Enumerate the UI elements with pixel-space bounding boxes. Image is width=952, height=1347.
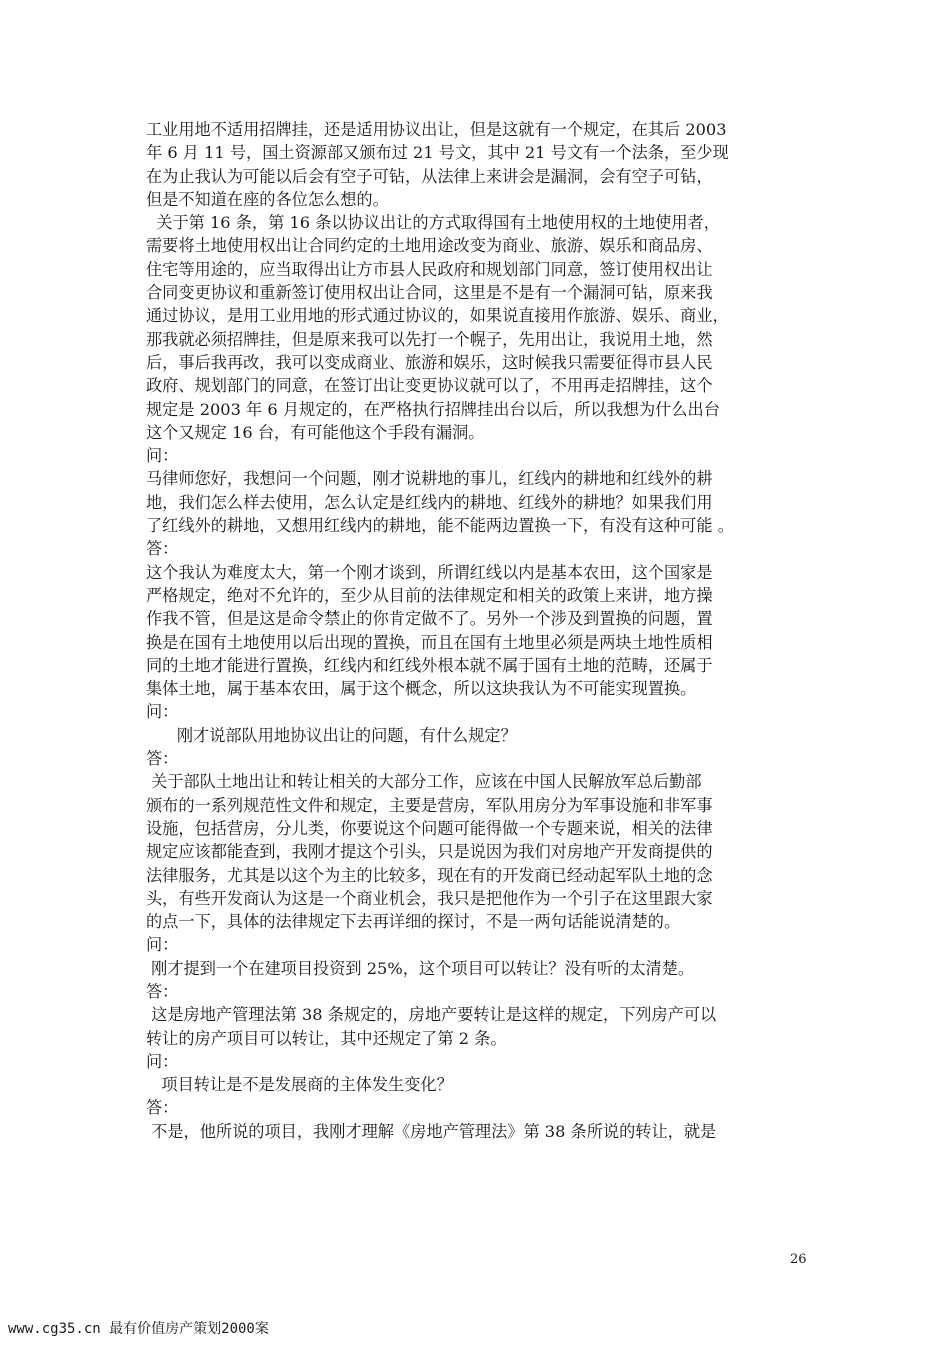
text-line: 马律师您好，我想问一个问题，刚才说耕地的事儿，红线内的耕地和红线外的耕 [146, 469, 713, 489]
text-line: 问： [146, 1051, 179, 1071]
text-line: 住宅等用途的，应当取得出让方市县人民政府和规划部门同意，签订使用权出让 [146, 259, 713, 279]
text-line: 这个又规定 16 台，有可能他这个手段有漏洞。 [146, 422, 485, 442]
text-line: 集体土地，属于基本农田，属于这个概念，所以这块我认为不可能实现置换。 [146, 679, 697, 699]
text-line: 头，有些开发商认为这是一个商业机会，我只是把他作为一个引子在这里跟大家 [146, 888, 713, 908]
text-line: 这个我认为难度太大，第一个刚才谈到，所谓红线以内是基本农田，这个国家是 [146, 562, 713, 582]
text-line: 刚才提到一个在建项目投资到 25%，这个项目可以转让？没有听的太清楚。 [146, 958, 695, 978]
footer-watermark: www.cg35.cn 最有价值房产策划2000案 [8, 1321, 269, 1337]
text-line: 年 6 月 11 号，国土资源部又颁布过 21 号文，其中 21 号文有一个法条，至少现 [146, 143, 729, 163]
text-line: 的点一下，具体的法律规定下去再详细的探讨，不是一两句话能说清楚的。 [146, 912, 681, 932]
text-line: 问： [146, 702, 179, 722]
text-line: 颁布的一系列规范性文件和规定，主要是营房，军队用房分为军事设施和非军事 [146, 795, 713, 815]
text-line: 严格规定，绝对不允许的，至少从目前的法律规定和相关的政策上来讲，地方操 [146, 585, 713, 605]
text-line: 项目转让是不是发展商的主体发生变化？ [146, 1075, 453, 1095]
text-line: 答： [146, 1098, 179, 1118]
text-line: 刚才说部队用地协议出让的问题，有什么规定？ [146, 725, 517, 745]
text-line: 合同变更协议和重新签订使用权出让合同，这里是不是有一个漏洞可钻，原来我 [146, 283, 713, 303]
text-line: 法律服务，尤其是以这个为主的比较多，现在有的开发商已经动起军队土地的念 [146, 865, 713, 885]
text-line: 答： [146, 539, 179, 559]
text-line: 转让的房产项目可以转让，其中还规定了第 2 条。 [146, 1028, 507, 1048]
text-line: 问： [146, 935, 179, 955]
text-line: 答： [146, 749, 179, 769]
text-line: 同的土地才能进行置换，红线内和红线外根本就不属于国有土地的范畴，还属于 [146, 655, 713, 675]
text-line: 工业用地不适用招牌挂，还是适用协议出让，但是这就有一个规定，在其后 2003 [146, 120, 727, 139]
text-line: 需要将土地使用权出让合同约定的土地用途改变为商业、旅游、娱乐和商品房、 [146, 236, 713, 256]
text-line: 作我不管，但是这是命令禁止的你肯定做不了。另外一个涉及到置换的问题，置 [146, 609, 713, 629]
text-line: 地，我们怎么样去使用，怎么认定是红线内的耕地、红线外的耕地？如果我们用 [146, 492, 713, 512]
text-line: 换是在国有土地使用以后出现的置换，而且在国有土地里必须是两块土地性质相 [146, 632, 713, 652]
text-line: 不是，他所说的项目，我刚才理解《房地产管理法》第 38 条所说的转让，就是 [146, 1121, 717, 1141]
text-line: 政府、规划部门的同意，在签订出让变更协议就可以了，不用再走招牌挂，这个 [146, 376, 713, 396]
text-line: 关于部队土地出让和转让相关的大部分工作，应该在中国人民解放军总后勤部 [146, 772, 702, 792]
text-line: 了红线外的耕地，又想用红线内的耕地，能不能两边置换一下，有没有这种可能 。 [146, 516, 734, 536]
text-line: 这是房地产管理法第 38 条规定的，房地产要转让是这样的规定，下列房产可以 [146, 1005, 717, 1025]
text-line: 规定应该都能查到，我刚才提这个引头，只是说因为我们对房地产开发商提供的 [146, 842, 713, 862]
text-line: 后，事后我再改，我可以变成商业、旅游和娱乐，这时候我只需要征得市县人民 [146, 352, 713, 372]
text-line: 问： [146, 446, 179, 466]
text-line: 但是不知道在座的各位怎么想的。 [146, 189, 389, 209]
text-line: 通过协议，是用工业用地的形式通过协议的，如果说直接用作旅游、娱乐、商业， [146, 306, 729, 326]
document-body [146, 118, 812, 1143]
text-line: 关于第 16 条，第 16 条以协议出让的方式取得国有土地使用权的土地使用者， [146, 213, 720, 233]
page-number: 26 [790, 1252, 807, 1267]
text-line: 那我就必须招牌挂，但是原来我可以先打一个幌子，先用出让，我说用土地，然 [146, 329, 713, 349]
text-line: 规定是 2003 年 6 月规定的，在严格执行招牌挂出台以后，所以我想为什么出台 [146, 399, 720, 419]
text-line: 设施，包括营房，分儿类，你要说这个问题可能得做一个专题来说，相关的法律 [146, 818, 713, 838]
text-line: 答： [146, 981, 179, 1001]
text-line: 在为止我认为可能以后会有空子可钻，从法律上来讲会是漏洞，会有空子可钻， [146, 166, 713, 186]
